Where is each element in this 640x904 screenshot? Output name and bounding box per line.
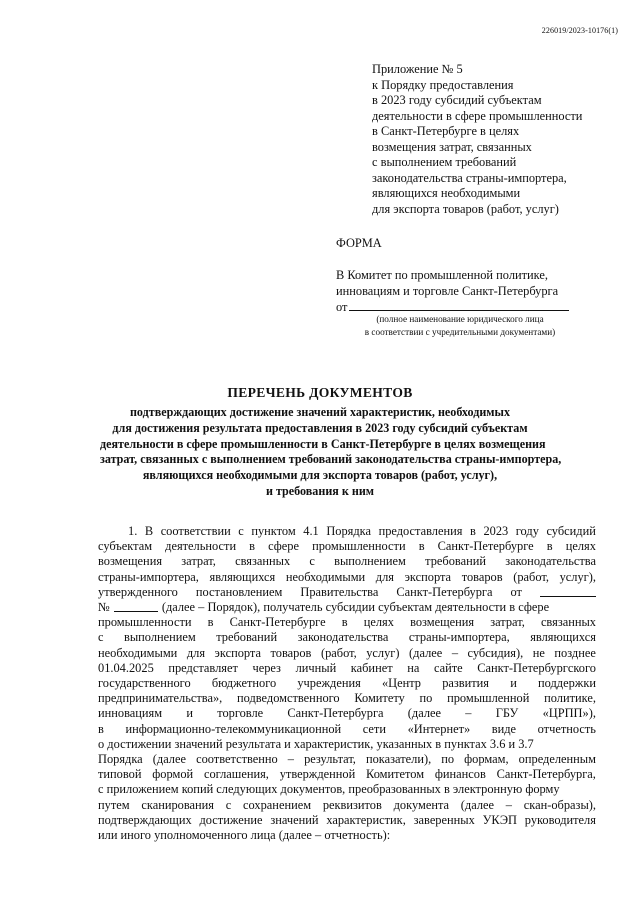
word: соответственно — [196, 752, 278, 767]
word: сайте — [433, 660, 463, 675]
word: представляет — [168, 660, 238, 675]
word: связанных — [540, 615, 596, 630]
word: и — [186, 706, 193, 721]
word: сохранением — [243, 797, 312, 812]
word: с — [98, 630, 104, 645]
word: «ЦРПП»), — [542, 706, 596, 721]
word: соглашения, — [203, 767, 269, 782]
word: в — [249, 539, 256, 554]
word: 2023 — [483, 524, 509, 538]
word: отчетность — [537, 721, 596, 736]
word: руководителя — [524, 812, 596, 827]
word: типовой — [98, 767, 142, 782]
word: являющихся — [530, 630, 596, 645]
word: Правительства — [300, 584, 379, 599]
word: реквизитов — [322, 797, 382, 812]
word: определенным — [518, 752, 596, 767]
word: с приложением копий следующих документов, преобразованных в электронную форму — [98, 782, 560, 797]
word: (далее — [407, 706, 442, 721]
paragraph-line — [98, 524, 596, 539]
word: учреждения — [297, 676, 361, 691]
word: достижение — [199, 812, 263, 827]
word: 01.04.2025 — [98, 660, 154, 675]
word: (работ, — [513, 569, 549, 584]
word: соответствии — [160, 524, 231, 538]
addressee-line: В Комитет по промышленной политике, — [336, 268, 548, 282]
date-blank — [540, 585, 596, 597]
annex-block — [372, 62, 622, 217]
word: пунктом — [251, 524, 296, 538]
word: Порядка — [326, 524, 372, 538]
word: не — [532, 645, 545, 660]
word: связанных — [235, 554, 291, 569]
word: ГБУ — [495, 706, 519, 721]
word: поддержки — [538, 676, 596, 691]
word: «Центр — [381, 676, 422, 691]
word: затрат, — [181, 554, 216, 569]
word: необходимыми — [98, 645, 178, 660]
word: промышленности — [98, 615, 192, 630]
word: в — [207, 615, 214, 630]
word: государственного — [98, 676, 191, 691]
word: Комитетом — [366, 767, 425, 782]
word: кабинет — [350, 660, 393, 675]
word: сети — [362, 721, 386, 736]
word: В — [144, 524, 154, 538]
word: возмещения — [98, 554, 163, 569]
word: УКЭП — [482, 812, 517, 827]
paragraph-line — [98, 767, 596, 782]
word: заверенных — [413, 812, 475, 827]
paragraph-line — [98, 813, 596, 828]
paragraph-line — [98, 600, 596, 615]
word: (далее — [409, 645, 443, 660]
word: финансов — [434, 767, 486, 782]
word: значений — [270, 812, 319, 827]
annex-line: возмещения затрат, связанных — [372, 139, 532, 154]
word: с — [309, 554, 315, 569]
word: законодательства — [505, 554, 596, 569]
organization-name-blank — [349, 299, 569, 311]
word: по — [419, 691, 433, 706]
annex-line: к Порядку предоставления — [372, 77, 514, 92]
word: – — [465, 706, 472, 721]
word: Санкт-Петербургского — [477, 660, 596, 675]
word: формой — [152, 767, 194, 782]
word: Порядка — [98, 752, 143, 767]
paragraph-line — [98, 554, 596, 569]
annex-line: Приложение № 5 — [372, 62, 463, 76]
word: Санкт-Петербурге — [437, 539, 534, 554]
paragraph-line — [98, 676, 596, 691]
word: развития — [442, 676, 490, 691]
word: на — [407, 660, 420, 675]
word: в — [546, 539, 553, 554]
word: являющихся — [209, 569, 276, 584]
word: (далее — [460, 797, 495, 812]
annex-line: в 2023 году субсидий субъектам — [372, 93, 542, 107]
word: (работ, — [320, 645, 357, 660]
word: в — [341, 615, 348, 630]
organization-name-hint — [340, 313, 580, 339]
heading-subtitle — [100, 405, 562, 500]
hint-line: (полное наименование юридического лица — [376, 314, 544, 324]
word: сканирования — [141, 797, 214, 812]
heading-line: затрат, связанных с выполнением требований законодательства страны-импортера, — [100, 452, 562, 467]
word: Санкт-Петербурге — [229, 615, 326, 630]
from-prefix: от — [336, 300, 348, 314]
word: – — [505, 797, 512, 812]
word: Санкт-Петербурга — [287, 706, 384, 721]
word: бюджетного — [211, 676, 277, 691]
word: промышленной — [447, 691, 530, 706]
annex-line: для экспорта товаров (работ, услуг) — [372, 201, 559, 216]
word: в — [98, 721, 104, 736]
word: путем — [98, 797, 130, 812]
word: целях — [363, 615, 394, 630]
word: году — [515, 524, 539, 538]
word: экспорта — [404, 569, 452, 584]
heading-title: ПЕРЕЧЕНЬ ДОКУМЕНТОВ — [227, 385, 413, 400]
heading-line: являющихся необходимыми для экспорта товаров (работ, услуг), — [142, 468, 498, 483]
annex-line: законодательства страны-импортера, — [372, 170, 567, 185]
word: страны-импортера, — [408, 630, 510, 645]
word: в — [418, 539, 425, 554]
word: результат, — [304, 752, 356, 767]
number-sign: № — [98, 600, 110, 615]
word: утвержденного — [98, 584, 178, 599]
word: показатели), — [365, 752, 432, 767]
word: услуг) — [366, 645, 400, 660]
word: торговле — [217, 706, 264, 721]
paragraph-line — [98, 828, 596, 843]
word: требований — [216, 630, 278, 645]
word: личный — [295, 660, 337, 675]
word: услуг), — [559, 569, 596, 584]
word: Комитету — [354, 691, 405, 706]
word: формам, — [464, 752, 509, 767]
word: по — [441, 752, 455, 767]
word: необходимыми — [285, 569, 366, 584]
word: (далее — [152, 752, 186, 767]
word: субъектам — [98, 539, 153, 554]
word: – — [451, 645, 459, 660]
paragraph-line — [98, 752, 596, 767]
word: скан-образы), — [523, 797, 596, 812]
word: (далее – Порядок), получатель субсидии субъектам деятельности в сфере — [161, 600, 550, 615]
document-heading — [100, 385, 562, 500]
paragraph-line — [98, 570, 596, 585]
annex-line: являющихся необходимыми — [372, 186, 521, 200]
word: предоставления — [378, 524, 463, 538]
paragraph-line — [98, 722, 596, 737]
heading-line: и требования к ним — [265, 483, 375, 498]
word: и — [510, 676, 517, 691]
word: информационно-телекоммуникационной — [125, 721, 342, 736]
word: документа — [393, 797, 450, 812]
word: затрат, — [490, 615, 525, 630]
paragraph-line — [98, 706, 596, 721]
word: 1. — [128, 524, 138, 538]
word: субсидия), — [467, 645, 524, 660]
word: деятельности — [165, 539, 237, 554]
word: товаров — [461, 569, 503, 584]
word: через — [252, 660, 281, 675]
paragraph-line — [98, 691, 596, 706]
word: промышленности — [312, 539, 406, 554]
word: позднее — [554, 645, 596, 660]
annex-line: деятельности в сфере промышленности — [372, 108, 583, 123]
word: с — [225, 797, 232, 812]
word: «Интернет» — [407, 721, 471, 736]
number-blank — [114, 600, 158, 612]
word: от — [510, 584, 522, 599]
paragraph-line — [98, 737, 596, 752]
word: целях — [565, 539, 596, 554]
word: для — [375, 569, 394, 584]
word: подтверждающих — [98, 812, 192, 827]
paragraph-line — [98, 782, 596, 797]
word: о достижении значений результата и характеристик, указанных в пунктах 3.6 и 3.7 — [98, 736, 534, 751]
annex-line: с выполнением требований — [372, 155, 517, 169]
word: субсидий — [546, 524, 596, 538]
word: характеристик, — [326, 812, 406, 827]
paragraph-line — [98, 585, 596, 600]
word: в — [470, 524, 476, 538]
word: виде — [491, 721, 517, 736]
addressee-line: инновациям и торговле Санкт-Петербурга — [336, 283, 559, 298]
heading-line: подтверждающих достижение значений характеристик, необходимых — [129, 405, 511, 419]
word: – — [287, 752, 294, 767]
word: экспорта — [214, 645, 261, 660]
word: с — [238, 524, 244, 538]
paragraph-1 — [98, 524, 596, 843]
word: страны-импортера, — [98, 569, 199, 584]
word: утвержденной — [279, 767, 356, 782]
word: товаров — [270, 645, 312, 660]
word: сфере — [268, 539, 299, 554]
paragraph-line — [98, 539, 596, 554]
word: или иного уполномоченного лица (далее – отчетность): — [98, 828, 391, 843]
paragraph-line — [98, 646, 596, 661]
hint-line: в соответствии с учредительными документами) — [364, 327, 556, 337]
heading-line: для достижения результата предоставления в 2023 году субсидий субъектам — [112, 420, 528, 435]
document-number: 226019/2023-10176(1) — [541, 26, 618, 35]
annex-line: в Санкт-Петербурге в целях — [372, 124, 520, 138]
word: подведомственного — [237, 691, 340, 706]
word: выполнением — [123, 630, 196, 645]
paragraph-line — [98, 798, 596, 813]
word: выполнением — [334, 554, 406, 569]
word: возмещения — [410, 615, 475, 630]
word: 4.1 — [303, 524, 319, 538]
word: законодательства — [297, 630, 389, 645]
word: предпринимательства», — [98, 691, 223, 706]
addressee-block — [336, 268, 606, 316]
form-label: ФОРМА — [336, 236, 382, 250]
word: политике, — [544, 691, 596, 706]
word: требований — [425, 554, 486, 569]
word: Санкт-Петербурга — [396, 584, 493, 599]
word: инновациям — [98, 706, 163, 721]
word: постановлением — [195, 584, 283, 599]
word: Санкт-Петербурга, — [496, 767, 596, 782]
paragraph-line — [98, 661, 596, 676]
paragraph-line — [98, 630, 596, 645]
paragraph-line — [98, 615, 596, 630]
word: для — [186, 645, 206, 660]
heading-line: деятельности в сфере промышленности в Санкт-Петербурге в целях возмещения — [100, 436, 546, 451]
